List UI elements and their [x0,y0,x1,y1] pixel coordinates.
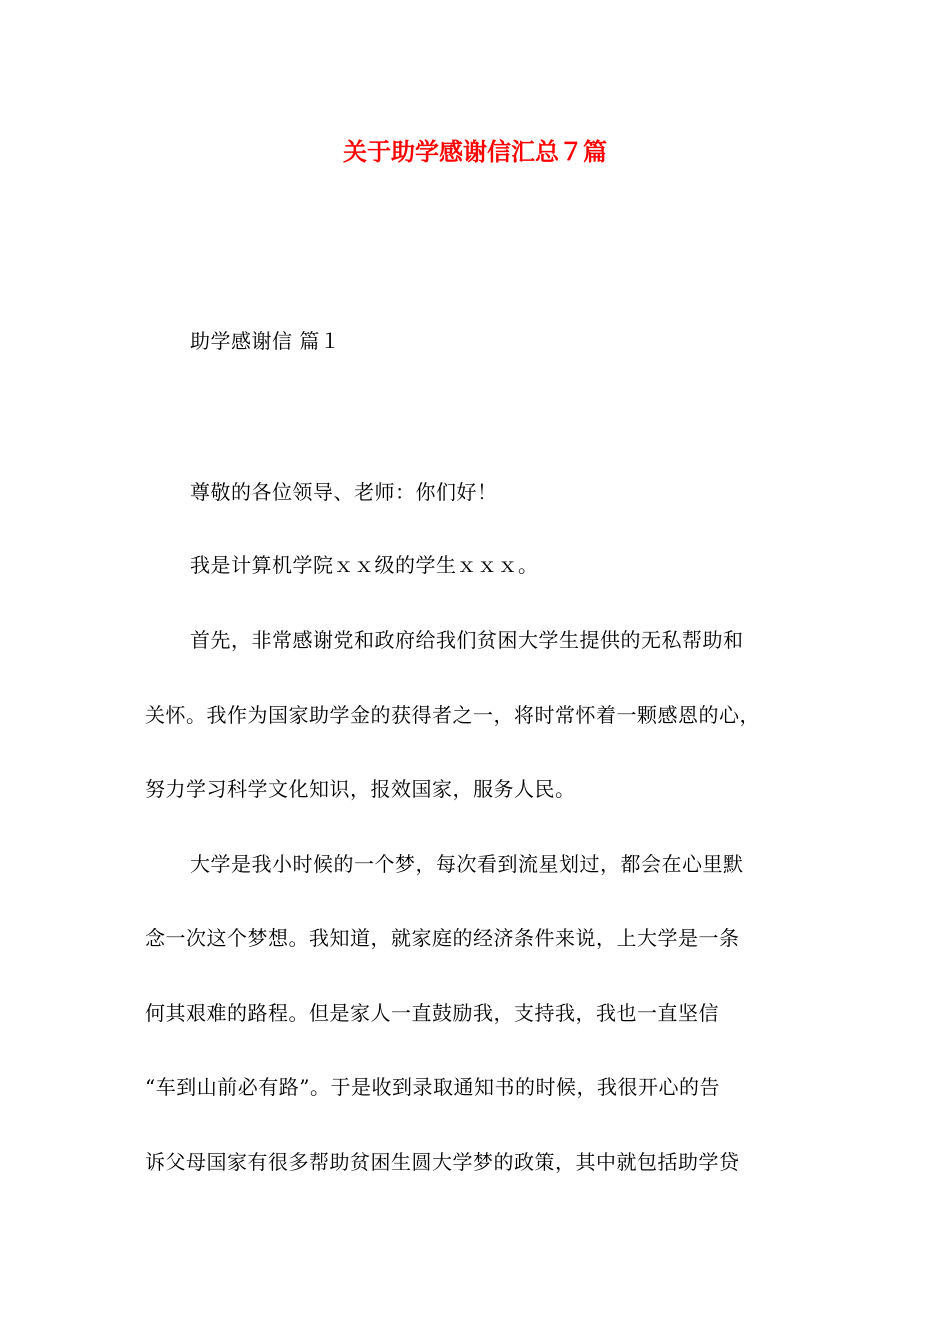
body-line: “车到山前必有路”。于是收到录取通知书的时候，我很开心的告 [145,1075,720,1099]
body-line: 我是计算机学院ｘｘ级的学生ｘｘｘ。 [190,553,539,577]
body-line: 关怀。我作为国家助学金的获得者之一，将时常怀着一颗感恩的心， [145,703,760,727]
body-line: 念一次这个梦想。我知道，就家庭的经济条件来说，上大学是一条 [145,926,740,950]
body-line: 诉父母国家有很多帮助贫困生圆大学梦的政策，其中就包括助学贷 [145,1150,740,1174]
body-line: 大学是我小时候的一个梦，每次看到流星划过，都会在心里默 [190,852,744,876]
body-line: 首先，非常感谢党和政府给我们贫困大学生提供的无私帮助和 [190,628,744,652]
body-line: 何其艰难的路程。但是家人一直鼓励我，支持我，我也一直坚信 [145,1001,719,1025]
salutation-line: 尊敬的各位领导、老师：你们好！ [190,480,498,504]
section-heading: 助学感谢信 篇１ [190,329,341,353]
document-title: 关于助学感谢信汇总７篇 [343,137,607,166]
body-line: 努力学习科学文化知识，报效国家，服务人民。 [145,777,576,801]
